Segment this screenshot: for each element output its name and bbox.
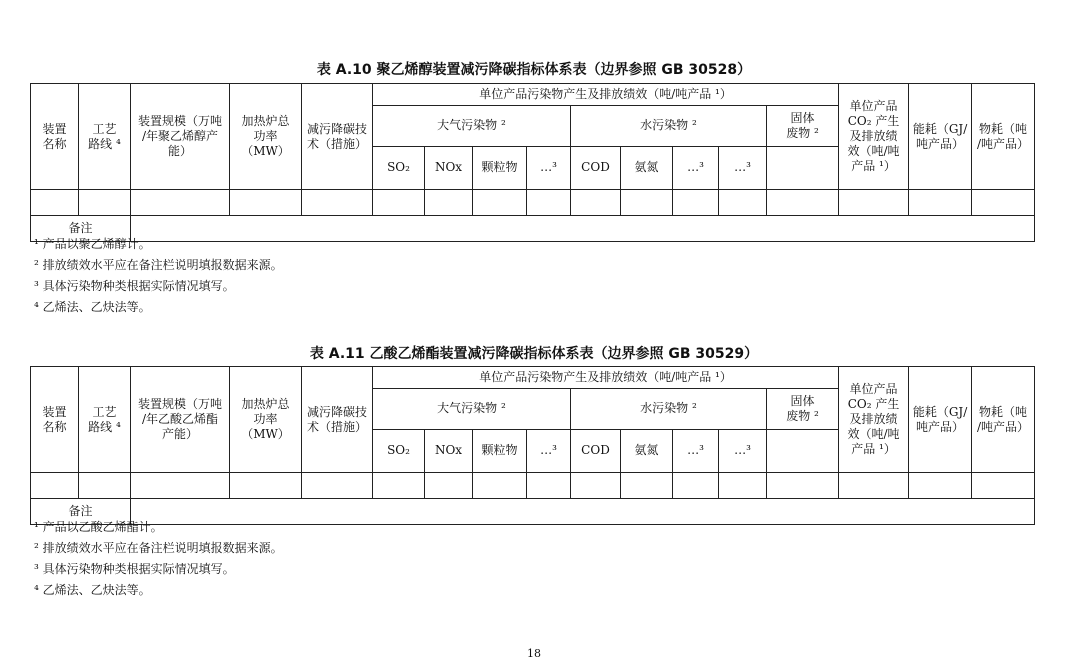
table1-title: 表 A.10 聚乙烯醇装置减污降碳指标体系表（边界参照 GB 30528） [316, 62, 752, 78]
table-cell[interactable] [719, 190, 767, 216]
table-cell[interactable] [909, 190, 972, 216]
table-cell[interactable] [230, 473, 302, 499]
table-cell[interactable] [31, 473, 79, 499]
table-cell[interactable] [373, 190, 425, 216]
header-material: 物耗（吨 /吨产品） [972, 367, 1035, 473]
header-solid-more: …³ [719, 146, 767, 189]
header-unit-pollution: 单位产品污染物产生及排放绩效（吨/吨产品 ¹） [373, 84, 839, 106]
header-unit-pollution: 单位产品污染物产生及排放绩效（吨/吨产品 ¹） [373, 367, 839, 389]
header-device-name: 装置 名称 [31, 84, 79, 190]
header-air: 大气污染物 ² [373, 388, 571, 429]
note-4: ⁴ 乙烯法、乙炔法等。 [34, 300, 151, 314]
table-cell[interactable] [302, 190, 373, 216]
table-cell[interactable] [527, 190, 571, 216]
table-cell[interactable] [131, 190, 230, 216]
table2-notes [34, 517, 283, 601]
table-cell[interactable] [673, 473, 719, 499]
header-water: 水污染物 ² [571, 388, 767, 429]
header-cod: COD [571, 429, 621, 472]
table-cell[interactable] [972, 190, 1035, 216]
header-energy: 能耗（GJ/ 吨产品） [909, 84, 972, 190]
table-cell[interactable] [909, 473, 972, 499]
note-1: ¹ 产品以乙酸乙烯酯计。 [34, 520, 163, 534]
table-cell[interactable] [621, 473, 673, 499]
table-cell[interactable] [767, 473, 839, 499]
header-nox: NOx [425, 429, 473, 472]
header-air-more: …³ [527, 146, 571, 189]
header-solid: 固体 废物 ² [767, 388, 839, 429]
header-device-name: 装置 名称 [31, 367, 79, 473]
header-co2: 单位产品 CO₂ 产生 及排放绩 效（吨/吨 产品 ¹） [839, 84, 909, 190]
note-2: ² 排放绩效水平应在备注栏说明填报数据来源。 [34, 541, 283, 555]
table-cell[interactable] [302, 473, 373, 499]
header-material: 物耗（吨 /吨产品） [972, 84, 1035, 190]
table-row [31, 473, 1035, 499]
table-cell[interactable] [527, 473, 571, 499]
table-cell[interactable] [230, 190, 302, 216]
table-cell[interactable] [373, 473, 425, 499]
header-process-route: 工艺 路线 ⁴ [79, 367, 131, 473]
header-energy: 能耗（GJ/ 吨产品） [909, 367, 972, 473]
table-cell[interactable] [79, 473, 131, 499]
table-cell[interactable] [673, 190, 719, 216]
header-solid-more: …³ [719, 429, 767, 472]
page-number: 18 [527, 647, 541, 660]
header-air: 大气污染物 ² [373, 105, 571, 146]
table1 [30, 83, 1035, 242]
note-1: ¹ 产品以聚乙烯醇计。 [34, 237, 151, 251]
table2-title: 表 A.11 乙酸乙烯酯装置减污降碳指标体系表（边界参照 GB 30529） [309, 346, 759, 362]
header-scale: 装置规模（万吨 /年乙酸乙烯酯 产能） [131, 367, 230, 473]
header-furnace-power: 加热炉总 功率 （MW） [230, 84, 302, 190]
table-row [31, 190, 1035, 216]
table-cell[interactable] [79, 190, 131, 216]
header-furnace-power: 加热炉总 功率 （MW） [230, 367, 302, 473]
header-tech: 减污降碳技 术（措施） [302, 84, 373, 190]
table1-notes [34, 234, 283, 318]
table-cell[interactable] [839, 473, 909, 499]
table-cell[interactable] [425, 190, 473, 216]
header-so2: SO₂ [373, 146, 425, 189]
table-cell[interactable] [719, 473, 767, 499]
note-3: ³ 具体污染物种类根据实际情况填写。 [34, 562, 235, 576]
header-so2: SO₂ [373, 429, 425, 472]
header-solid: 固体 废物 ² [767, 105, 839, 146]
table-cell[interactable] [571, 190, 621, 216]
header-ammonia: 氨氮 [621, 146, 673, 189]
header-ammonia: 氨氮 [621, 429, 673, 472]
header-cod: COD [571, 146, 621, 189]
table-cell[interactable] [131, 473, 230, 499]
note-4: ⁴ 乙烯法、乙炔法等。 [34, 583, 151, 597]
note-3: ³ 具体污染物种类根据实际情况填写。 [34, 279, 235, 293]
note-2: ² 排放绩效水平应在备注栏说明填报数据来源。 [34, 258, 283, 272]
header-water-more: …³ [673, 146, 719, 189]
table-cell[interactable] [425, 473, 473, 499]
header-co2: 单位产品 CO₂ 产生 及排放绩 效（吨/吨 产品 ¹） [839, 367, 909, 473]
table-cell[interactable] [767, 190, 839, 216]
header-process-route: 工艺 路线 ⁴ [79, 84, 131, 190]
remark-label: 备注 [31, 499, 131, 525]
header-water-more: …³ [673, 429, 719, 472]
table-cell[interactable] [571, 473, 621, 499]
header-particles: 颗粒物 [473, 146, 527, 189]
header-scale: 装置规模（万吨 /年聚乙烯醇产 能） [131, 84, 230, 190]
table-cell[interactable] [972, 473, 1035, 499]
header-water: 水污染物 ² [571, 105, 767, 146]
table-cell[interactable] [473, 190, 527, 216]
table-cell[interactable] [31, 190, 79, 216]
header-tech: 减污降碳技 术（措施） [302, 367, 373, 473]
table-cell[interactable] [621, 190, 673, 216]
header-nox: NOx [425, 146, 473, 189]
table-cell[interactable] [839, 190, 909, 216]
header-air-more: …³ [527, 429, 571, 472]
table-cell[interactable] [473, 473, 527, 499]
table2 [30, 366, 1035, 525]
remark-label: 备注 [31, 216, 131, 242]
header-particles: 颗粒物 [473, 429, 527, 472]
